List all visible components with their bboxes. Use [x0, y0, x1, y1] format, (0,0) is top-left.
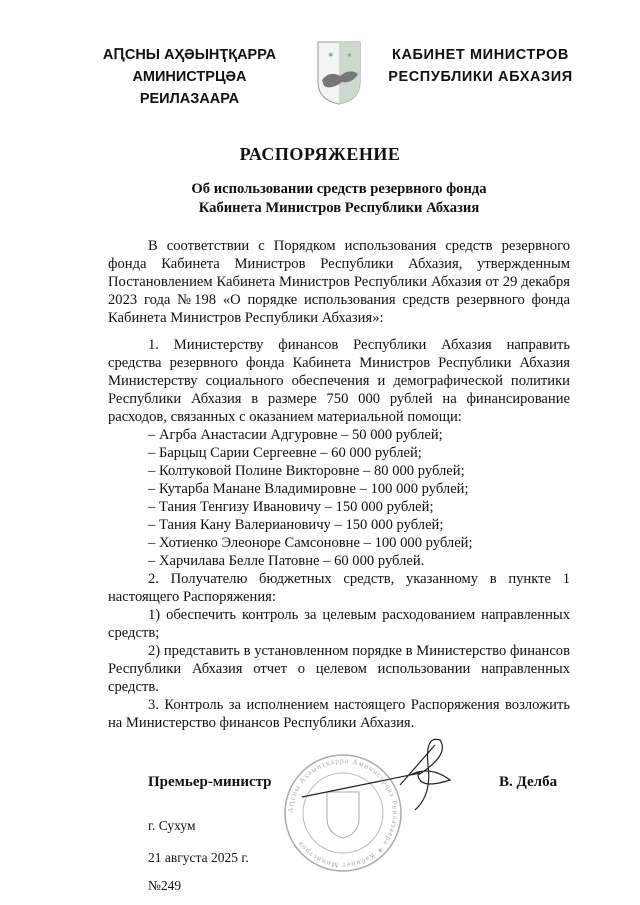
signatory-name: В. Делба [499, 774, 558, 790]
header-right-line2: РЕСПУБЛИКИ АБХАЗИЯ [388, 69, 573, 85]
handwritten-signature [300, 735, 470, 815]
coat-of-arms-icon [316, 40, 362, 106]
item-2-2: 2) представить в установленном порядке в Министерство финансов Республики Абхазия отчет о целевом использовании направленных средств. [108, 643, 570, 695]
list-item: – Барцыц Сарии Сергеевне – 60 000 рублей; [148, 445, 422, 461]
list-item: – Колтуковой Полине Викторовне – 80 000 рублей; [148, 463, 465, 479]
list-item: – Тания Кану Валериановичу – 150 000 рублей; [148, 517, 444, 533]
document-number: №249 [148, 878, 182, 893]
recipient-list [108, 426, 570, 570]
svg-text:Аԥсны Аҳәынҭқарра Аминистрцәа: Аԥсны Аҳәынҭқарра Аминистрцәа Реилазаара ✶ Кабинет Министров [285, 755, 401, 871]
item-2: 2. Получателю бюджетных средств, указанному в пункте 1 настоящего Распоряжения: [108, 571, 570, 605]
list-item: – Агрба Анастасии Адгуровне – 50 000 рублей; [148, 427, 443, 443]
date: 21 августа 2025 г. [148, 850, 249, 865]
subtitle-line2: Кабинета Министров Республики Абхазия [198, 200, 480, 216]
item-3: 3. Контроль за исполнением настоящего Распоряжения возложить на Министерство финансов Республики Абхазия. [108, 697, 570, 731]
preamble [108, 237, 570, 327]
list-item: – Харчилава Белле Патовне – 60 000 рублей. [148, 553, 425, 569]
body [108, 336, 570, 732]
header-left-abkhaz [82, 44, 297, 110]
signatory-position: Премьер-министр [148, 774, 272, 790]
list-item: – Кутарба Манане Владимировне – 100 000 рублей; [148, 481, 469, 497]
svg-text:✶: ✶ [327, 50, 335, 60]
item-2-1: 1) обеспечить контроль за целевым расходованием направленных средств; [108, 607, 570, 641]
header-left-line2: АМИНИСТРЦӘА РЕИЛАЗААРА [132, 69, 247, 107]
document-title: РАСПОРЯЖЕНИЕ [239, 144, 401, 164]
svg-text:✶: ✶ [346, 51, 353, 60]
list-item: – Хотиенко Элеоноре Самсоновне – 100 000 рублей; [148, 535, 473, 551]
subtitle-line1: Об использовании средств резервного фонда [191, 181, 487, 197]
header-right-russian [378, 44, 583, 88]
document-subtitle [108, 180, 570, 218]
header-right-line1: КАБИНЕТ МИНИСТРОВ [392, 47, 569, 63]
preamble-text: В соответствии с Порядком использования средств резервного фонда Кабинета Министров Республики Абхазия, утвержденным Постановлением Кабинета Министров Республики Абхазия от 29 декабря 2023 года №198 «О порядке использования средств резервного фонда Кабинета Министров Республики Абхазия»: [108, 238, 570, 326]
list-item: – Тания Тенгизу Ивановичу – 150 000 рублей; [148, 499, 434, 515]
city: г. Сухум [148, 818, 196, 833]
header-left-line1: АԤСНЫ АҲӘЫНҬҚАРРА [102, 47, 277, 63]
item-1: 1. Министерству финансов Республики Абхазия направить средства резервного фонда Кабинета Министров Республики Абхазия Министерству социального обеспечения и демографической политики Республики Абхазия в размере 750 000 рублей на финансирование расходов, связанных с оказанием материальной помощи: [108, 337, 570, 425]
